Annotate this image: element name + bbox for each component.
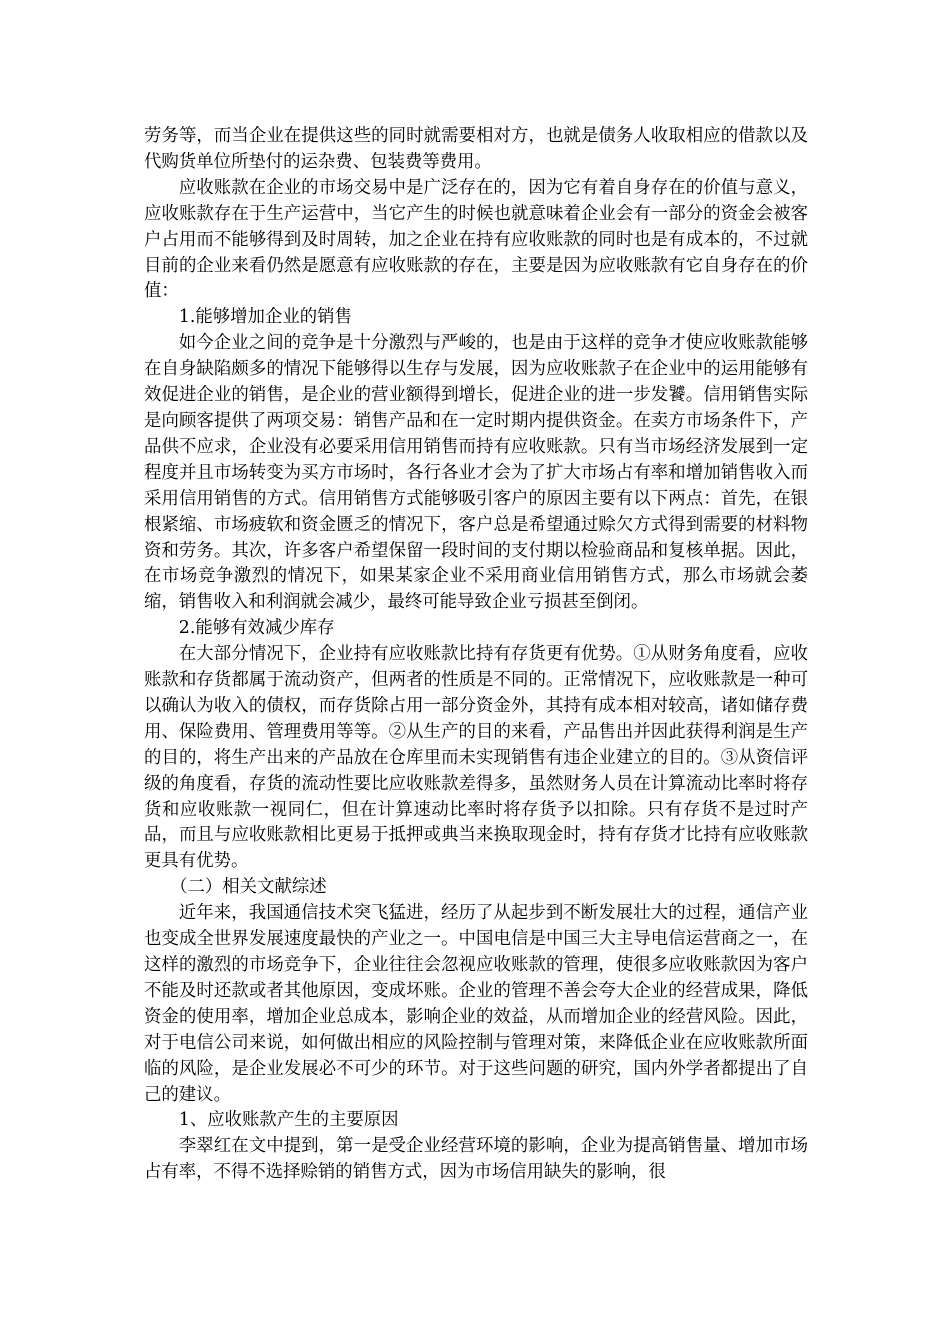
subheading-increase-sales: 1.能够增加企业的销售 bbox=[178, 307, 352, 328]
section-heading-literature-review: （二）相关文献综述 bbox=[170, 877, 327, 898]
paragraph-increase-sales: 如今企业之间的竞争是十分激烈与严峻的，也是由于这样的竞争才使应收账款能够在自身缺陷颇多的情况下能够得以生存与发展，因为应收账款子在企业中的运用能够有效促进企业的销售，是企业的营业额得到增长，促进企业的进一步发饕。信用销售实际是向顾客提供了两项交易：销售产品和在一定时期内提供资金。在卖方市场条件下，产品供不应求，企业没有必要采用信用销售而持有应收账款。只有当市场经济发展到一定程度并且市场转变为买方市场时，各行各业才会为了扩大市场占有率和增加销售收入而采用信用销售的方式。信用销售方式能够吸引客户的原因主要有以下两点：首先，在银根紧缩、市场疲软和资金匮乏的情况下，客户总是希望通过赊欠方式得到需要的材料物资和劳务。其次，许多客户希望保留一段时间的支付期以检验商品和复核单据。因此，在市场竞争激烈的情况下，如果某家企业不采用商业信用销售方式，那么市场就会萎缩，销售收入和利润就会减少，最终可能导致企业亏损甚至倒闭。 bbox=[144, 333, 808, 613]
document-body bbox=[144, 124, 808, 1186]
paragraph-continuation: 劳务等，而当企业在提供这些的同时就需要相对方，也就是债务人收取相应的借款以及代购货单位所垫付的运杂费、包装费等费用。 bbox=[144, 126, 808, 172]
subheading-reduce-inventory: 2.能够有效减少库存 bbox=[178, 618, 335, 639]
subheading-main-causes: 1、应收账款产生的主要原因 bbox=[178, 1110, 399, 1131]
paragraph-main-causes: 李翠红在文中提到，第一是受企业经营环境的影响，企业为提高销售量、增加市场占有率，不得不选择赊销的销售方式，因为市场信用缺失的影响，很 bbox=[144, 1136, 808, 1183]
paragraph-reduce-inventory: 在大部分情况下，企业持有应收账款比持有存货更有优势。①从财务角度看，应收账款和存货都属于流动资产，但两者的性质是不同的。正常情况下，应收账款是一种可以确认为收入的债权，而存货除占用一部分资金外，其持有成本相对较高，诸如储存费用、保险费用、管理费用等等。②从生产的目的来看，产品售出并因此获得利润是生产的目的，将生产出来的产品放在仓库里而未实现销售有违企业建立的目的。③从资信评级的角度看，存货的流动性要比应收账款差得多，虽然财务人员在计算流动比率时将存货和应收账款一视同仁，但在计算速动比率时将存货予以扣除。只有存货不是过时产品，而且与应收账款相比更易于抵押或典当来换取现金时，持有存货才比持有应收账款更具有优势。 bbox=[144, 644, 808, 872]
paragraph-literature-review: 近年来，我国通信技术突飞猛进，经历了从起步到不断发展壮大的过程，通信产业也变成全世界发展速度最快的产业之一。中国电信是中国三大主导电信运营商之一，在这样的激烈的市场竞争下，企业往往会忽视应收账款的管理，使很多应收账款因为客户不能及时还款或者其他原因，变成坏账。企业的管理不善会夸大企业的经营成果，降低资金的使用率，增加企业总成本，影响企业的效益，从而增加企业的经营风险。因此，对于电信公司来说，如何做出相应的风险控制与管理对策，来降低企业在应收账款所面临的风险，是企业发展必不可少的环节。对于这些问题的研究，国内外学者都提出了自己的建议。 bbox=[144, 903, 808, 1105]
paragraph-receivables-value: 应收账款在企业的市场交易中是广泛存在的，因为它有着自身存在的价值与意义，应收账款存在于生产运营中，当它产生的时候也就意味着企业会有一部分的资金会被客户占用而不能够得到及时周转，加之企业在持有应收账款的同时也是有成本的，不过就目前的企业来看仍然是愿意有应收账款的存在，主要是因为应收账款有它自身存在的价值： bbox=[144, 177, 808, 302]
